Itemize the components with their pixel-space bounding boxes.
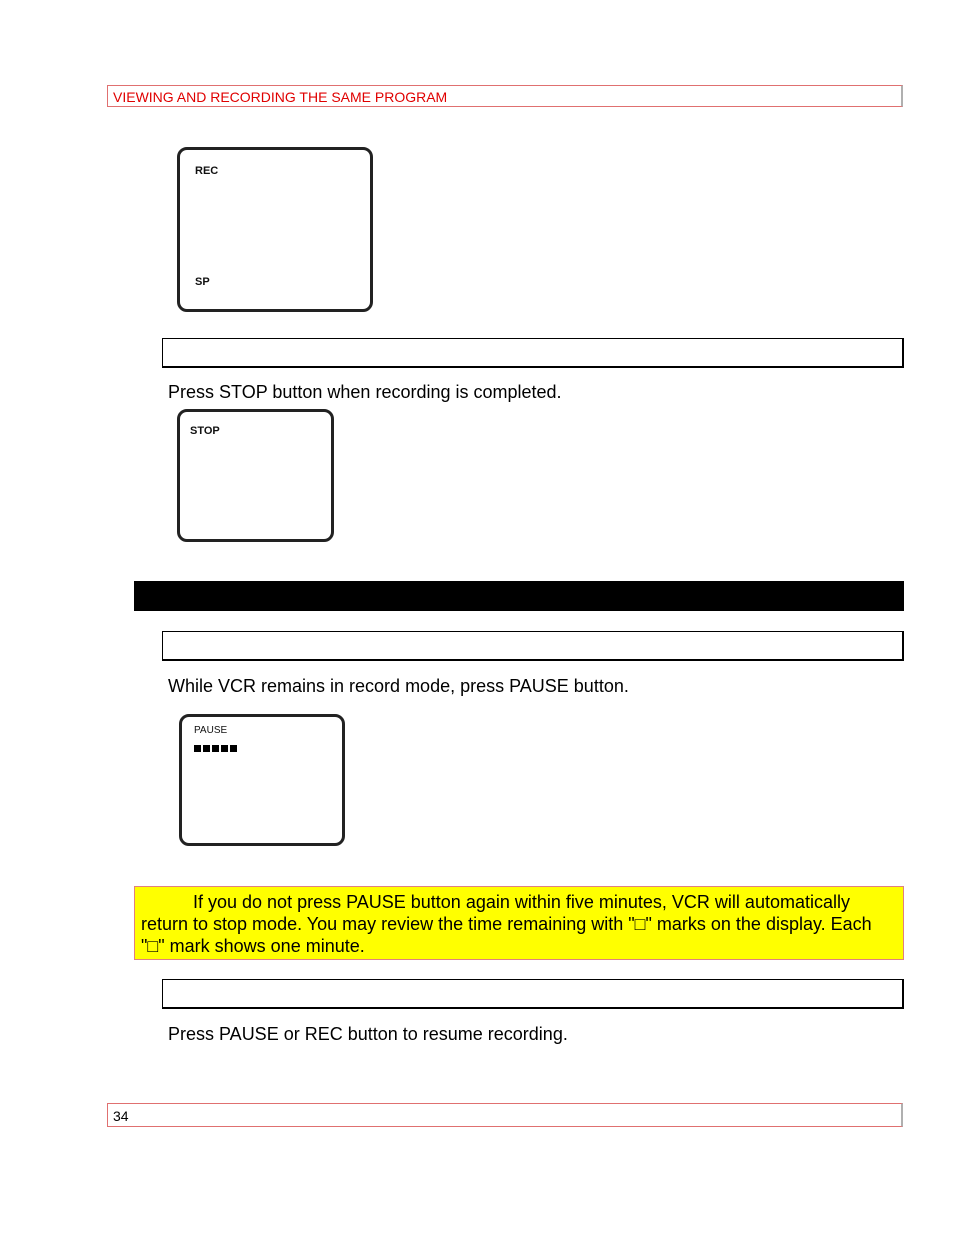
minute-mark bbox=[212, 745, 219, 752]
vcr-display-stop bbox=[177, 409, 334, 542]
page-header bbox=[107, 85, 903, 107]
page-footer bbox=[107, 1103, 903, 1127]
step2-instruction: While VCR remains in record mode, press PAUSE button. bbox=[168, 676, 629, 696]
step-heading-bar-3 bbox=[162, 979, 904, 1009]
header-title: VIEWING AND RECORDING THE SAME PROGRAM bbox=[113, 89, 448, 105]
display-pause-label: PAUSE bbox=[194, 725, 228, 736]
display-rec-label: REC bbox=[195, 165, 219, 177]
minute-mark bbox=[230, 745, 237, 752]
display-stop-label: STOP bbox=[190, 425, 220, 437]
minute-mark bbox=[194, 745, 201, 752]
step-heading-bar-1 bbox=[162, 338, 904, 368]
display-sp-label: SP bbox=[195, 276, 210, 288]
step3-instruction: Press PAUSE or REC button to resume recording. bbox=[168, 1024, 568, 1044]
note-box bbox=[134, 886, 904, 960]
pause-minute-marks bbox=[194, 745, 237, 752]
step1-instruction: Press STOP button when recording is completed. bbox=[168, 382, 562, 402]
minute-mark bbox=[203, 745, 210, 752]
step-heading-bar-2 bbox=[162, 631, 904, 661]
page-number: 34 bbox=[113, 1108, 129, 1124]
note-text: If you do not press PAUSE button again within five minutes, VCR will automatically return to stop mode. You may review the time remaining with "□" marks on the display. Each "□" mark shows one minute. bbox=[141, 892, 872, 956]
vcr-display-rec bbox=[177, 147, 373, 312]
section-heading-bar bbox=[134, 581, 904, 611]
minute-mark bbox=[221, 745, 228, 752]
vcr-display-pause bbox=[179, 714, 345, 846]
